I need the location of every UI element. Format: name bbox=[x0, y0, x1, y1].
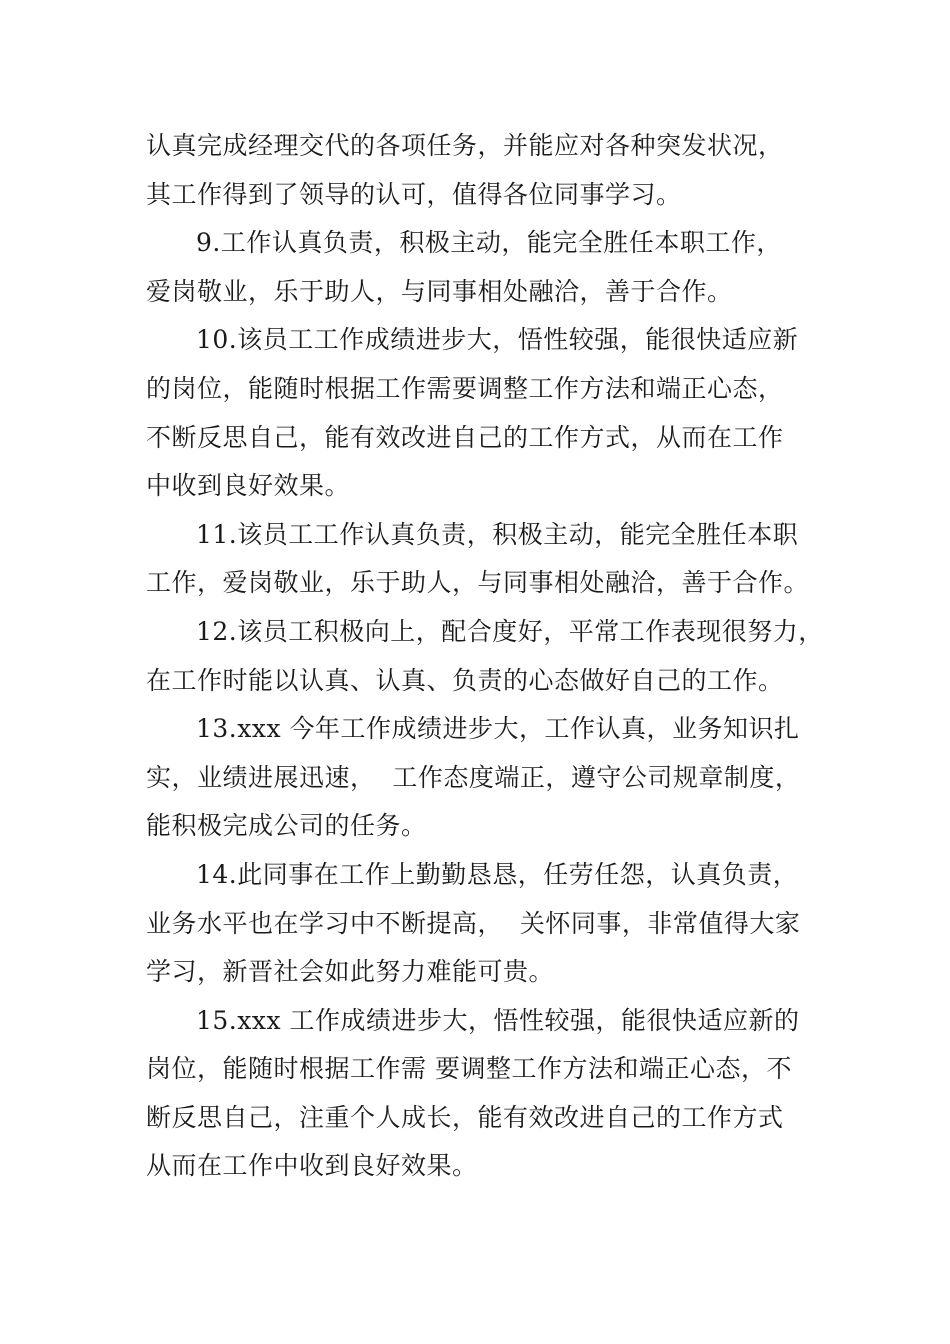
paragraph-line: 爱岗敬业，乐于助人，与同事相处融洽，善于合作。 bbox=[146, 276, 733, 306]
paragraph-first-line: 9.工作认真负责，积极主动，能完全胜任本职工作， bbox=[196, 228, 782, 258]
paragraph-line: 岗位，能随时根据工作需 要调整工作方法和端正心态，不 bbox=[146, 1054, 792, 1084]
paragraph-line: 学习，新晋社会如此努力难能可贵。 bbox=[146, 957, 555, 987]
paragraph-first-line: 15.xxx 工作成绩进步大，悟性较强，能很快适应新的 bbox=[196, 1005, 800, 1035]
paragraph-line: 认真完成经理交代的各项任务，并能应对各种突发状况， bbox=[146, 131, 784, 160]
paragraph-line: 不断反思自己，能有效改进自己的工作方式，从而在工作 bbox=[146, 422, 784, 452]
paragraph-item-10 bbox=[146, 316, 816, 510]
paragraph-item-15 bbox=[146, 997, 816, 1191]
paragraph-line: 其工作得到了领导的认可，值得各位同事学习。 bbox=[146, 179, 682, 209]
paragraph-continuation bbox=[146, 122, 816, 219]
paragraph-line: 实，业绩进展迅速， 工作态度端正，遵守公司规章制度， bbox=[146, 762, 801, 792]
paragraph-first-line: 14.此同事在工作上勤勤恳恳，任劳任怨，认真负责， bbox=[196, 859, 799, 889]
paragraph-item-11 bbox=[146, 511, 816, 608]
paragraph-item-9 bbox=[146, 219, 816, 316]
paragraph-first-line: 12.该员工积极向上，配合度好，平常工作表现很努力， bbox=[196, 616, 824, 646]
paragraph-item-12 bbox=[146, 608, 824, 705]
paragraph-line: 工作，爱岗敬业，乐于助人，与同事相处融洽，善于合作。 bbox=[146, 568, 810, 598]
paragraph-line: 在工作时能以认真、认真、负责的心态做好自己的工作。 bbox=[146, 665, 784, 695]
paragraph-line: 的岗位，能随时根据工作需要调整工作方法和端正心态， bbox=[146, 373, 784, 403]
paragraph-first-line: 10.该员工工作成绩进步大，悟性较强，能很快适应新 bbox=[196, 325, 799, 355]
paragraph-first-line: 11.该员工工作认真负责，积极主动，能完全胜任本职 bbox=[196, 519, 799, 549]
paragraph-item-14 bbox=[146, 851, 816, 997]
paragraph-line: 中收到良好效果。 bbox=[146, 471, 351, 501]
document-body bbox=[146, 122, 824, 1191]
paragraph-line: 业务水平也在学习中不断提高， 关怀同事，非常值得大家 bbox=[146, 908, 801, 938]
paragraph-line: 断反思自己，注重个人成长，能有效改进自己的工作方式 bbox=[146, 1102, 784, 1132]
paragraph-first-line: 13.xxx 今年工作成绩进步大，工作认真，业务知识扎 bbox=[196, 714, 800, 744]
paragraph-line: 从而在工作中收到良好效果。 bbox=[146, 1151, 478, 1181]
paragraph-line: 能积极完成公司的任务。 bbox=[146, 811, 427, 841]
paragraph-item-13 bbox=[146, 705, 816, 851]
